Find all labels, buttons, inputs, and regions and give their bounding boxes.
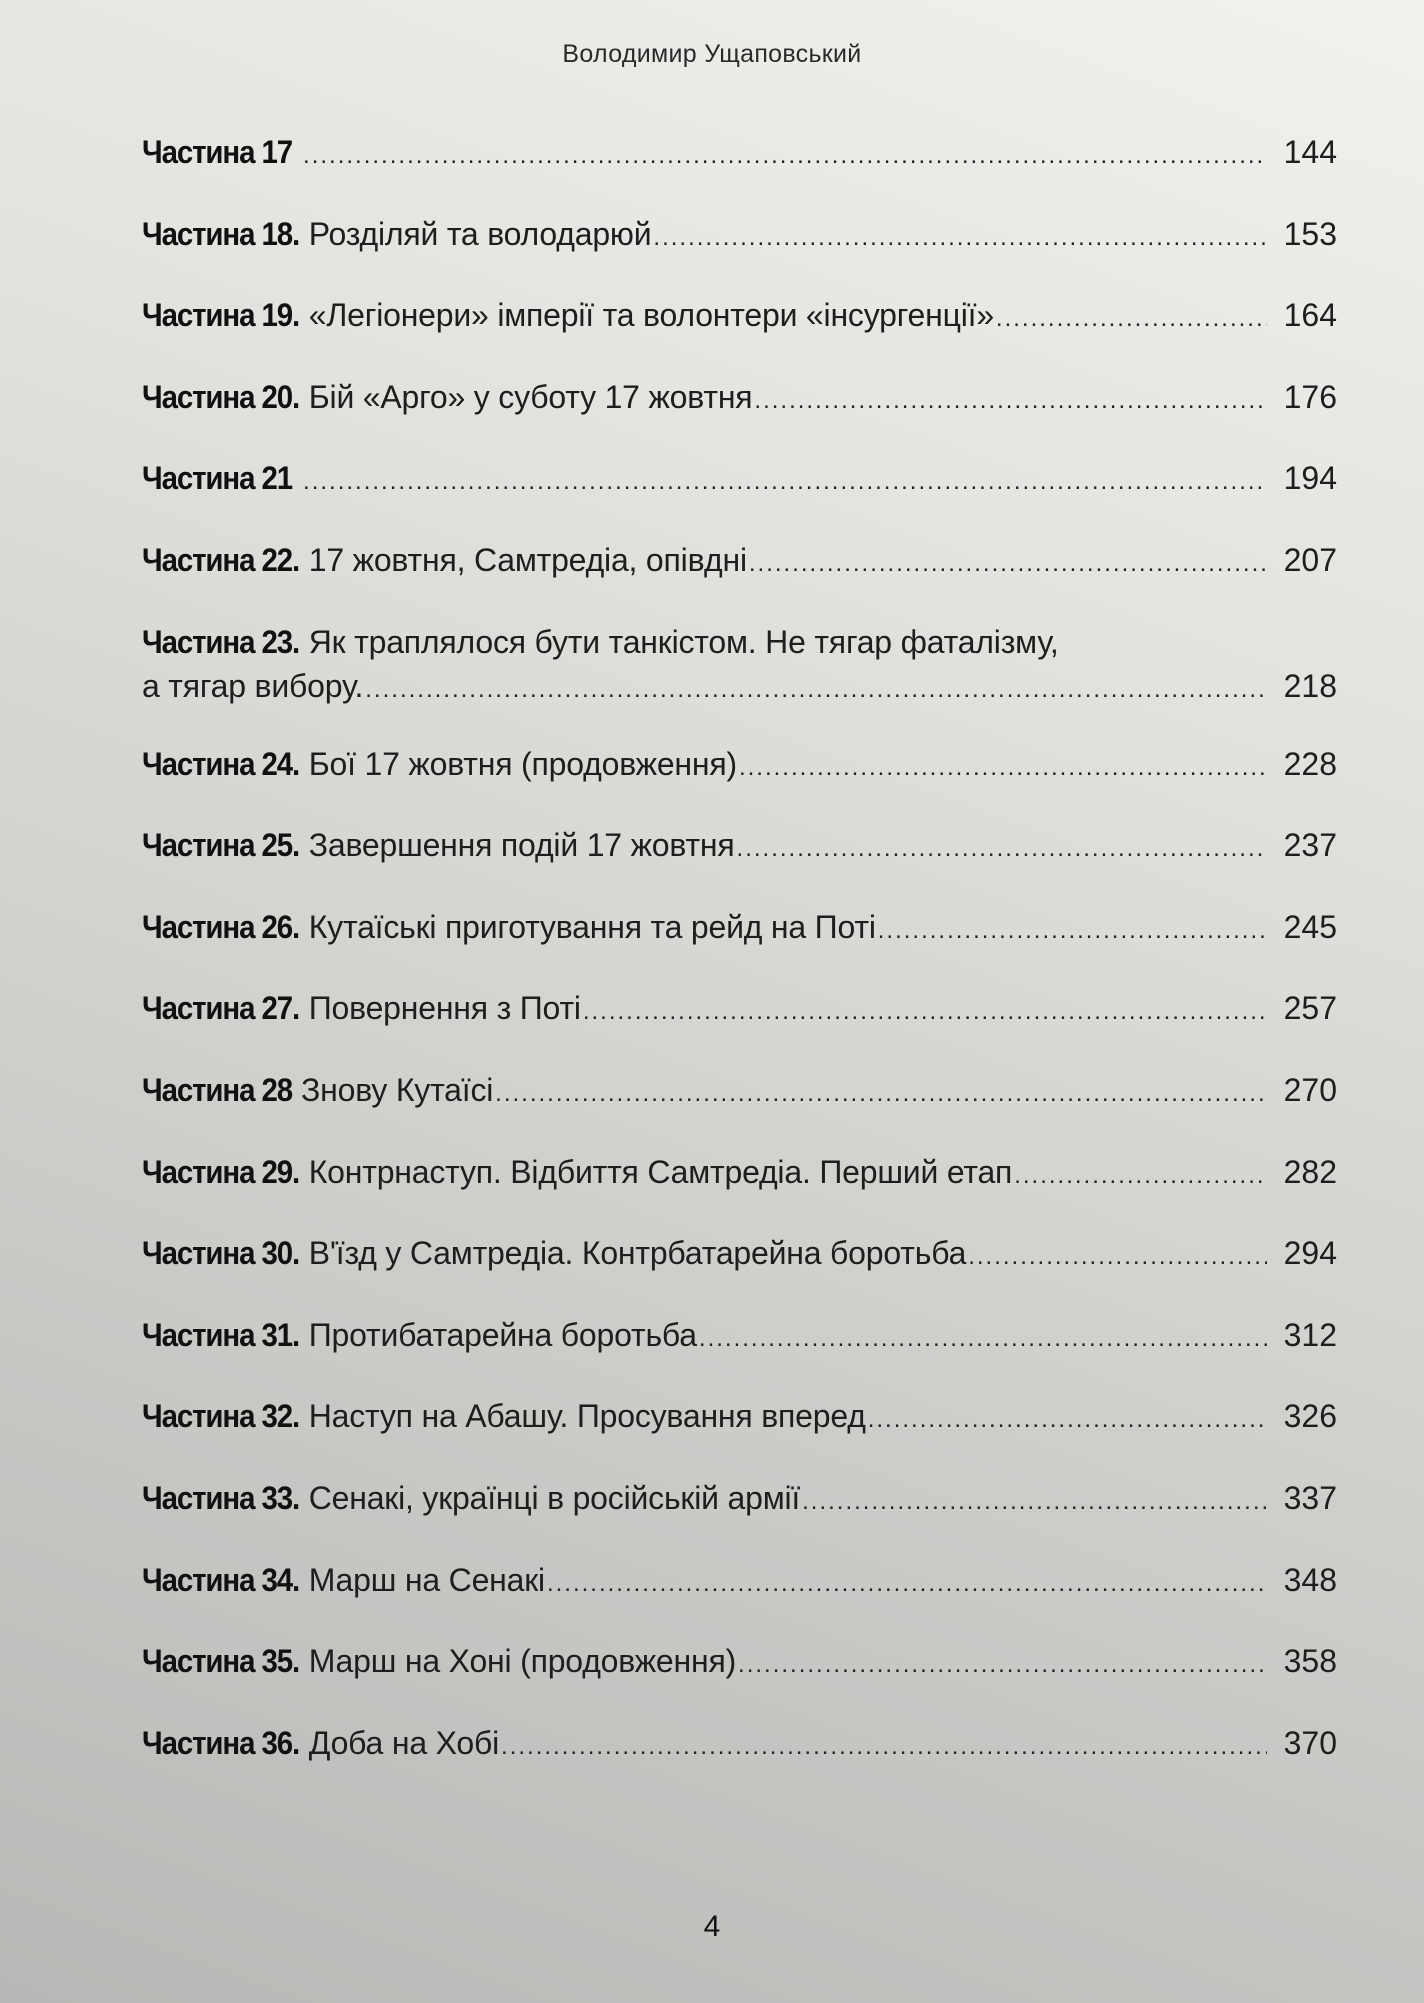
part-title: Сенакі, українці в російській армії [308,1479,801,1516]
toc-entry [142,825,1337,907]
part-title: Повернення з Поті [308,990,581,1027]
toc-entry [142,1315,1337,1397]
dot-leader [365,670,1267,710]
part-label: Частина 22. [142,541,300,578]
dot-leader [653,218,1267,258]
toc-entry [142,1233,1337,1315]
part-title: Бої 17 жовтня (продовження) [308,745,737,782]
part-label: Частина 29. [142,1153,300,1190]
part-label: Частина 25. [142,827,300,864]
toc-entry [142,458,1337,540]
page-ref: 337 [1283,1479,1337,1516]
part-title: «Легіонери» імперії та волонтери «інсургенції» [308,297,994,334]
part-title: Марш на Сенакі [308,1561,545,1598]
part-title: Контрнаступ. Відбиття Самтредіа. Перший етап [308,1153,1013,1190]
toc-entry [142,1070,1337,1152]
toc-entry [142,988,1337,1070]
page-ref: 358 [1283,1643,1337,1680]
page-ref: 370 [1283,1724,1337,1761]
dot-leader [739,748,1267,788]
part-label: Частина 33. [142,1479,300,1516]
page-ref: 218 [1283,667,1337,704]
page-ref: 326 [1283,1398,1337,1435]
dot-leader [738,1645,1267,1685]
toc-entry [142,132,1337,214]
part-label: Частина 31. [142,1316,300,1353]
toc-entry [142,1641,1337,1723]
dot-leader [303,462,1267,502]
dot-leader [802,1482,1267,1522]
part-label: Частина 36. [142,1724,300,1761]
part-label: Частина 30. [142,1235,300,1272]
toc-entry [142,1396,1337,1478]
page-ref: 194 [1283,460,1337,497]
dot-leader [996,299,1267,339]
page-ref: 176 [1283,378,1337,415]
page-ref: 153 [1283,215,1337,252]
part-label: Частина 19. [142,297,300,334]
part-title: Кутаїські приготування та рейд на Поті [308,908,876,945]
dot-leader [868,1400,1267,1440]
dot-leader [754,381,1267,421]
toc-entry [142,1152,1337,1234]
part-title: Протибатарейна боротьба [308,1316,697,1353]
page-number: 4 [703,1910,721,1943]
dot-leader [495,1074,1267,1114]
dot-leader [968,1237,1267,1277]
dot-leader [303,136,1267,176]
page-ref: 294 [1283,1235,1337,1272]
toc-entry [142,1560,1337,1642]
part-label: Частина 28 [142,1071,293,1108]
page-ref: 270 [1283,1071,1337,1108]
part-label: Частина 34. [142,1561,300,1598]
page-ref: 207 [1283,541,1337,578]
dot-leader [547,1564,1267,1604]
part-label: Частина 18. [142,215,300,252]
dot-leader [749,544,1267,584]
part-label: Частина 20. [142,378,300,415]
part-label: Частина 24. [142,745,300,782]
part-label: Частина 26. [142,908,300,945]
part-title: Завершення подій 17 жовтня [308,827,735,864]
part-title: Як траплялося бути танкістом. Не тягар фаталізму, [308,623,1059,660]
page-ref: 245 [1283,908,1337,945]
page-ref: 237 [1283,827,1337,864]
part-title: Марш на Хоні (продовження) [308,1643,737,1680]
page-ref: 164 [1283,297,1337,334]
part-label: Частина 27. [142,990,300,1027]
dot-leader [878,911,1267,951]
toc-entry [142,622,1337,744]
part-title: Доба на Хобі [308,1724,500,1761]
part-title: В'їзд у Самтредіа. Контрбатарейна боротьба [308,1235,967,1272]
page-ref: 282 [1283,1153,1337,1190]
dot-leader [583,992,1267,1032]
part-title: Знову Кутаїсі [301,1071,494,1108]
part-label: Частина 32. [142,1398,300,1435]
dot-leader [737,829,1267,869]
running-header-author: Володимир Ущаповський [562,40,862,68]
toc-entry [142,1478,1337,1560]
part-title: Бій «Арго» у суботу 17 жовтня [308,378,753,415]
part-label: Частина 21 [142,460,293,497]
table-of-contents [142,132,1337,1804]
page-ref: 257 [1283,990,1337,1027]
toc-entry [142,1723,1337,1805]
part-label: Частина 35. [142,1643,300,1680]
toc-entry [142,214,1337,296]
page-ref: 144 [1283,134,1337,170]
page-ref: 312 [1283,1316,1337,1353]
part-title: Наступ на Абашу. Просування вперед [308,1398,866,1435]
toc-entry [142,377,1337,459]
toc-entry [142,540,1337,622]
toc-entry [142,295,1337,377]
toc-entry [142,744,1337,826]
part-title: Розділяй та володарюй [308,215,652,252]
part-label: Частина 23. [142,623,300,660]
dot-leader [501,1727,1267,1767]
page-ref: 228 [1283,745,1337,782]
toc-entry [142,907,1337,989]
part-label: Частина 17 [142,134,293,170]
page-ref: 348 [1283,1561,1337,1598]
dot-leader [699,1319,1267,1359]
dot-leader [1014,1156,1267,1196]
part-title-continued: а тягар вибору. [142,667,364,704]
part-title: 17 жовтня, Самтредіа, опівдні [308,541,747,578]
